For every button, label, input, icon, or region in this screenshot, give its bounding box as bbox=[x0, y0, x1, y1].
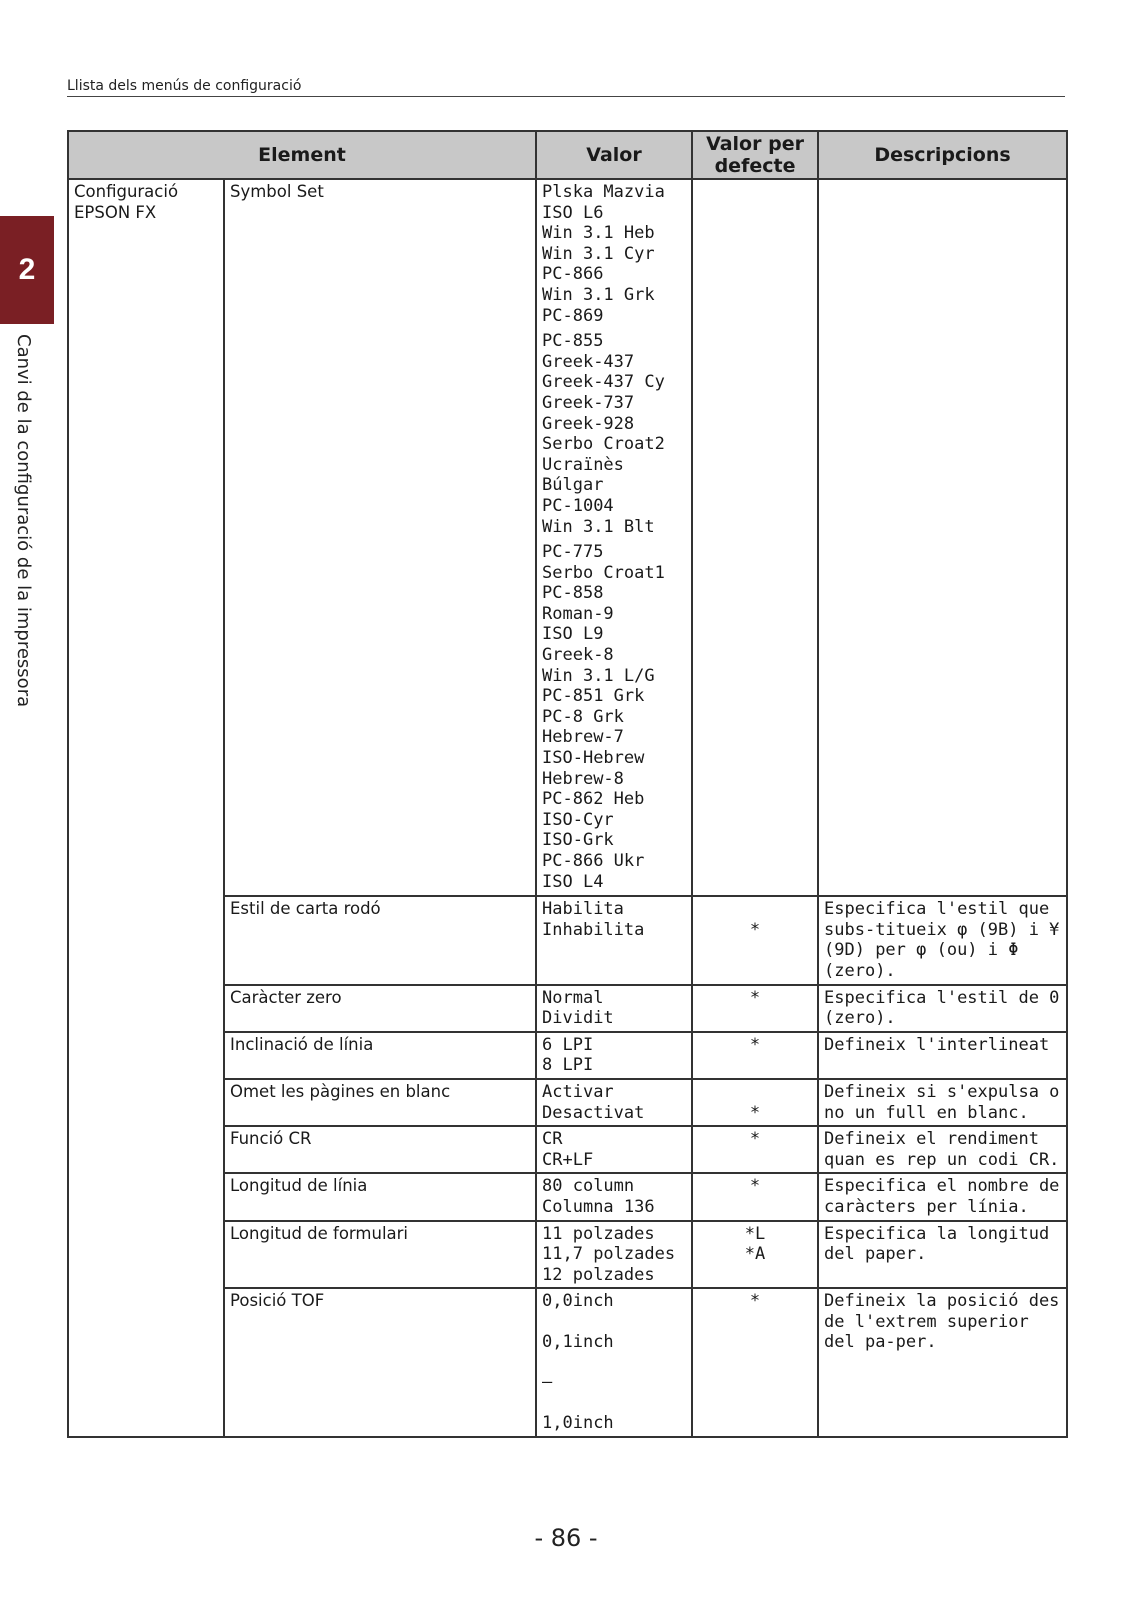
value-line: Greek-437 bbox=[542, 351, 635, 372]
table-row bbox=[68, 179, 1067, 896]
default-line: * bbox=[749, 919, 761, 940]
value-line: PC-1004 bbox=[542, 495, 614, 516]
description-cell: Especifica l'estil de 0 (zero). bbox=[818, 985, 1067, 1032]
value-line: ISO-Grk bbox=[542, 830, 614, 851]
value-line: PC-866 Ukr bbox=[542, 851, 645, 871]
value-line: Búlgar bbox=[542, 475, 604, 496]
item-cell: Symbol Set bbox=[224, 179, 536, 896]
value-cell bbox=[536, 1221, 692, 1289]
value-line: PC-855 bbox=[542, 331, 604, 352]
running-header: Llista dels menús de configuració bbox=[67, 78, 1065, 97]
value-line: Plska Mazvia bbox=[542, 182, 665, 202]
description-cell: Defineix si s'expulsa o no un full en blanc. bbox=[818, 1079, 1067, 1126]
value-cell bbox=[536, 896, 692, 984]
value-line: 12 polzades bbox=[542, 1264, 655, 1285]
default-cell bbox=[692, 1173, 818, 1220]
value-cell bbox=[536, 1079, 692, 1126]
value-line: Inhabilita bbox=[542, 919, 645, 940]
chapter-tab bbox=[0, 216, 54, 324]
default-cell bbox=[692, 896, 818, 984]
value-line: 11,7 polzades bbox=[542, 1244, 676, 1265]
item-cell: Estil de carta rodó bbox=[224, 896, 536, 984]
value-cell bbox=[536, 1126, 692, 1173]
description-cell: Defineix l'interlineat bbox=[818, 1032, 1067, 1079]
value-line: ISO L9 bbox=[542, 624, 604, 645]
value-line: 0,0inch bbox=[542, 1291, 614, 1312]
default-line bbox=[698, 1082, 812, 1103]
value-cell bbox=[536, 985, 692, 1032]
default-line: * bbox=[749, 987, 761, 1008]
value-line: Dividit bbox=[542, 1008, 614, 1029]
default-cell bbox=[692, 1288, 818, 1436]
value-line: PC-866 bbox=[542, 264, 604, 285]
description-cell: Defineix la posició des de l'extrem superior del pa-per. bbox=[818, 1288, 1067, 1436]
value-line: PC-851 Grk bbox=[542, 686, 645, 707]
default-line: *L bbox=[744, 1223, 766, 1244]
value-line: Roman-9 bbox=[542, 603, 614, 624]
value-line: ISO-Hebrew bbox=[542, 748, 645, 769]
value-line: Desactivat bbox=[542, 1102, 645, 1123]
value-cell bbox=[536, 1173, 692, 1220]
description-cell: Especifica el nombre de caràcters per línia. bbox=[818, 1173, 1067, 1220]
value-cell bbox=[536, 179, 692, 896]
value-line: CR bbox=[542, 1129, 563, 1150]
default-line: * bbox=[749, 1034, 761, 1055]
table-header-row bbox=[68, 131, 1067, 179]
config-menu-table bbox=[67, 130, 1068, 1438]
group-cell: Configuració EPSON FX bbox=[68, 179, 224, 1437]
description-cell: Especifica l'estil que subs-tituеix φ (9B) i ¥ (9D) per φ (ou) i Φ (zero). bbox=[818, 896, 1067, 984]
value-line: PC-8 Grk bbox=[542, 706, 624, 727]
value-line: ISO L4 bbox=[542, 871, 604, 892]
item-cell: Posició TOF bbox=[224, 1288, 536, 1436]
value-line: 80 column bbox=[542, 1176, 635, 1197]
value-line: ISO-Cyr bbox=[542, 809, 614, 830]
value-line: 11 polzades bbox=[542, 1223, 655, 1244]
value-line: Greek-928 bbox=[542, 413, 635, 434]
value-cell bbox=[536, 1032, 692, 1079]
item-cell: Longitud de formulari bbox=[224, 1221, 536, 1289]
header-default: Valor per defecte bbox=[692, 131, 818, 179]
page-number: - 86 - bbox=[534, 1524, 598, 1552]
value-line: Win 3.1 Heb bbox=[542, 223, 655, 244]
value-line: PC-775 bbox=[542, 542, 604, 563]
value-line: Greek-737 bbox=[542, 392, 635, 413]
default-line: * bbox=[749, 1176, 761, 1197]
value-line: PC-858 bbox=[542, 583, 604, 604]
value-line: Win 3.1 Cyr bbox=[542, 243, 655, 264]
description-cell bbox=[818, 179, 1067, 896]
default-cell bbox=[692, 1079, 818, 1126]
value-line: Serbo Croat1 bbox=[542, 562, 665, 583]
header-description: Descripcions bbox=[818, 131, 1067, 179]
value-line: Habilita bbox=[542, 899, 624, 920]
item-cell: Omet les pàgines en blanc bbox=[224, 1079, 536, 1126]
value-line: Hebrew-7 bbox=[542, 727, 624, 748]
description-cell: Defineix el rendiment quan es rep un codi CR. bbox=[818, 1126, 1067, 1173]
value-line: Ucraïnès bbox=[542, 454, 624, 475]
value-line: Normal bbox=[542, 987, 604, 1008]
value-line: 0,1inch bbox=[542, 1331, 614, 1352]
value-line: — bbox=[542, 1372, 553, 1393]
value-line: Columna 136 bbox=[542, 1196, 655, 1217]
value-group bbox=[542, 182, 686, 326]
default-cell bbox=[692, 1126, 818, 1173]
value-line: Greek-8 bbox=[542, 645, 614, 666]
item-cell: Funció CR bbox=[224, 1126, 536, 1173]
default-cell bbox=[692, 1221, 818, 1289]
default-cell bbox=[692, 179, 818, 896]
item-cell: Caràcter zero bbox=[224, 985, 536, 1032]
value-line: 1,0inch bbox=[542, 1413, 614, 1434]
default-cell bbox=[692, 1032, 818, 1079]
value-line: CR+LF bbox=[542, 1149, 594, 1170]
item-cell: Longitud de línia bbox=[224, 1173, 536, 1220]
value-line: ISO L6 bbox=[542, 202, 604, 223]
default-cell bbox=[692, 985, 818, 1032]
value-line: 6 LPI bbox=[542, 1034, 594, 1055]
item-cell: Inclinació de línia bbox=[224, 1032, 536, 1079]
header-element: Element bbox=[68, 131, 536, 179]
value-line: Serbo Croat2 bbox=[542, 434, 665, 455]
value-line: PC-862 Heb bbox=[542, 789, 645, 810]
value-line: Activar bbox=[542, 1081, 614, 1102]
description-cell: Especifica la longitud del paper. bbox=[818, 1221, 1067, 1289]
default-line: * bbox=[749, 1291, 761, 1312]
chapter-title: Canvi de la configuració de la impressora bbox=[13, 334, 34, 708]
header-value: Valor bbox=[536, 131, 692, 179]
value-line: Win 3.1 Blt bbox=[542, 516, 655, 537]
default-line: *A bbox=[744, 1244, 766, 1265]
value-line: Win 3.1 L/G bbox=[542, 665, 655, 686]
value-line: PC-869 bbox=[542, 305, 604, 326]
value-group bbox=[542, 331, 686, 537]
default-line bbox=[698, 899, 812, 920]
value-cell bbox=[536, 1288, 692, 1436]
value-line: 8 LPI bbox=[542, 1055, 594, 1076]
default-line: * bbox=[749, 1102, 761, 1123]
value-line: Greek-437 Cy bbox=[542, 372, 665, 393]
value-line: Win 3.1 Grk bbox=[542, 284, 655, 305]
chapter-number: 2 bbox=[18, 253, 36, 286]
default-line: * bbox=[749, 1129, 761, 1150]
value-line: Hebrew-8 bbox=[542, 768, 624, 789]
value-group bbox=[542, 542, 686, 892]
